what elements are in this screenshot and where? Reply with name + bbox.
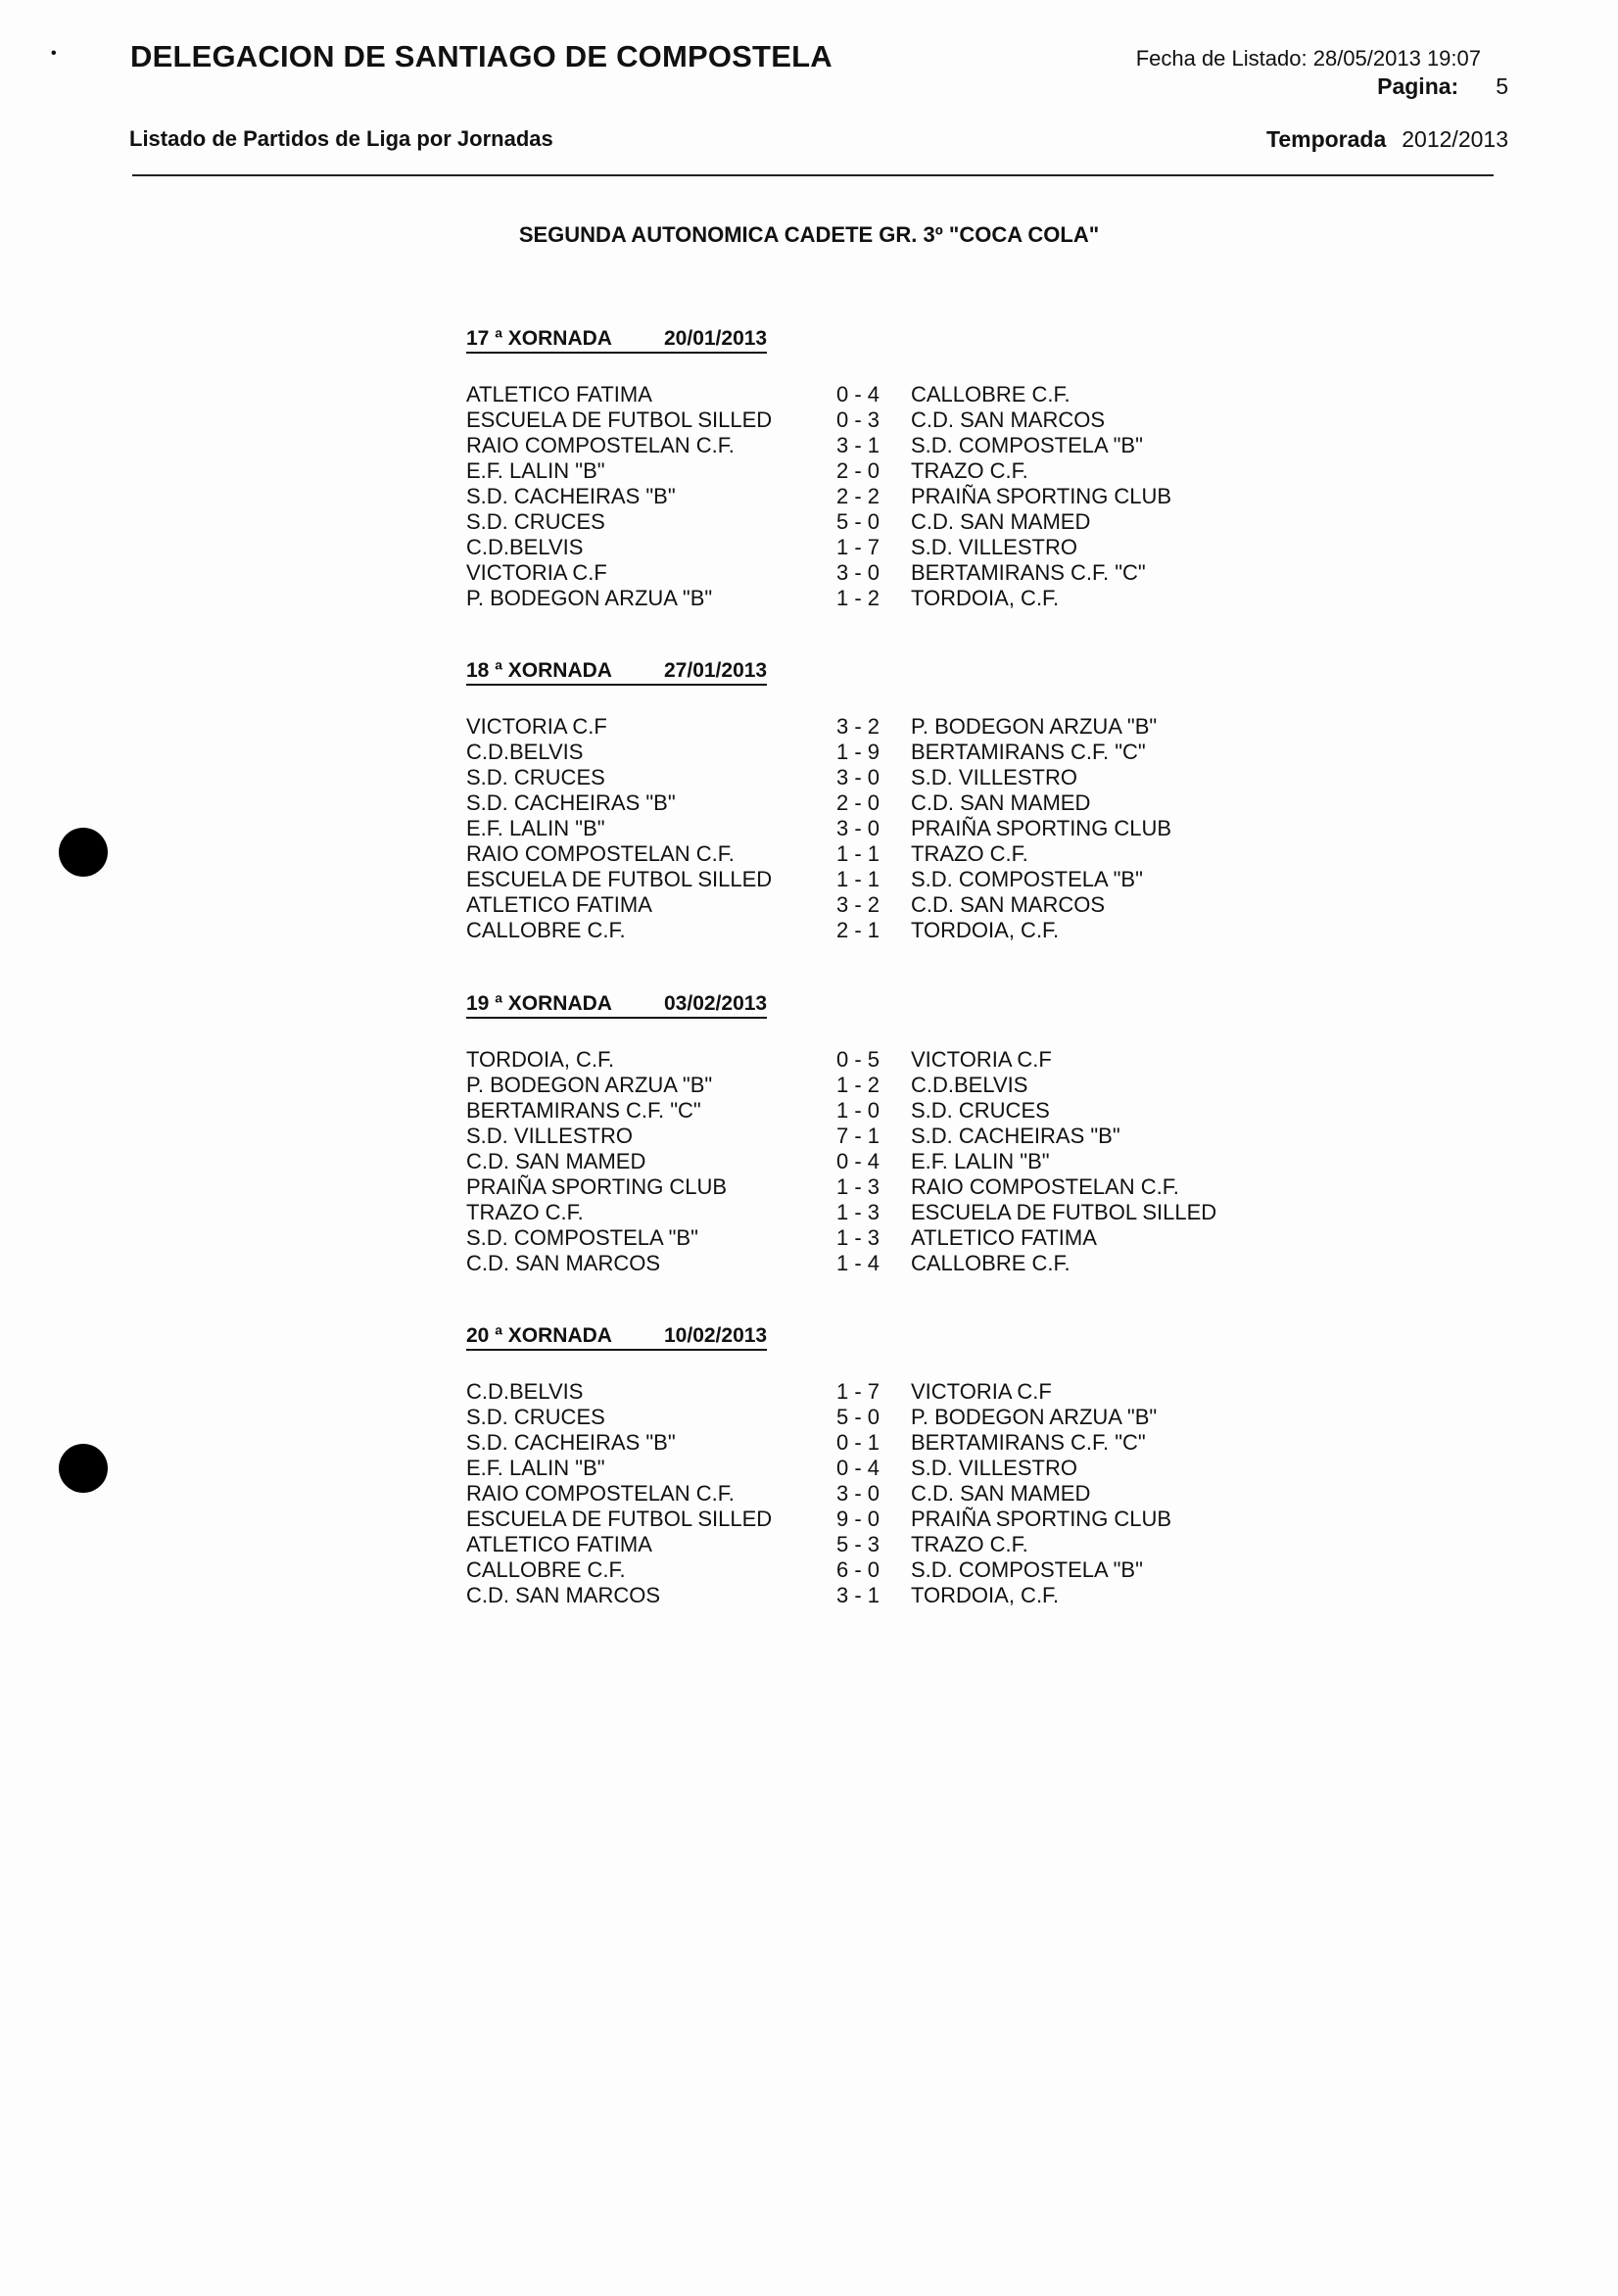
- score: 6 - 0: [836, 1557, 880, 1582]
- away-team: RAIO COMPOSTELAN C.F.: [911, 1174, 1179, 1199]
- home-team: C.D.BELVIS: [466, 535, 584, 559]
- score: 5 - 0: [836, 1405, 880, 1429]
- home-team: VICTORIA C.F: [466, 560, 607, 585]
- round-header: [466, 327, 767, 354]
- away-team: C.D. SAN MAMED: [911, 790, 1091, 815]
- season: [1266, 126, 1508, 153]
- home-team: CALLOBRE C.F.: [466, 918, 626, 942]
- home-team: RAIO COMPOSTELAN C.F.: [466, 1481, 735, 1506]
- home-team: ATLETICO FATIMA: [466, 382, 652, 407]
- home-team: C.D. SAN MARCOS: [466, 1583, 661, 1607]
- round-date: 03/02/2013: [664, 992, 768, 1015]
- stray-mark: •: [51, 45, 57, 62]
- score: 2 - 0: [836, 790, 880, 815]
- round-block: [466, 992, 1250, 1276]
- home-team: P. BODEGON ARZUA "B": [466, 586, 713, 610]
- match-list: [466, 1379, 1250, 1608]
- match-row: [466, 1047, 1250, 1073]
- away-team: S.D. COMPOSTELA "B": [911, 867, 1143, 891]
- away-team: CALLOBRE C.F.: [911, 1251, 1071, 1275]
- match-row: [466, 1583, 1250, 1608]
- punch-hole: [59, 1444, 108, 1493]
- match-row: [466, 841, 1250, 867]
- away-team: TRAZO C.F.: [911, 458, 1028, 483]
- match-row: [466, 560, 1250, 586]
- score: 1 - 3: [836, 1174, 880, 1199]
- home-team: ATLETICO FATIMA: [466, 892, 652, 917]
- away-team: S.D. CRUCES: [911, 1098, 1050, 1123]
- home-team: S.D. CACHEIRAS "B": [466, 790, 676, 815]
- away-team: C.D.BELVIS: [911, 1073, 1028, 1097]
- away-team: PRAIÑA SPORTING CLUB: [911, 816, 1172, 840]
- home-team: E.F. LALIN "B": [466, 458, 605, 483]
- score: 0 - 3: [836, 407, 880, 432]
- match-row: [466, 790, 1250, 816]
- match-row: [466, 1481, 1250, 1507]
- away-team: CALLOBRE C.F.: [911, 382, 1071, 407]
- match-row: [466, 458, 1250, 484]
- home-team: S.D. CRUCES: [466, 509, 605, 534]
- score: 1 - 7: [836, 1379, 880, 1404]
- round-title: 17 ª XORNADA: [466, 327, 612, 350]
- home-team: C.D.BELVIS: [466, 740, 584, 764]
- away-team: PRAIÑA SPORTING CLUB: [911, 484, 1172, 508]
- score: 1 - 2: [836, 586, 880, 610]
- home-team: ATLETICO FATIMA: [466, 1532, 652, 1556]
- match-row: [466, 535, 1250, 560]
- home-team: E.F. LALIN "B": [466, 1456, 605, 1480]
- page-number: [1377, 73, 1508, 100]
- home-team: BERTAMIRANS C.F. "C": [466, 1098, 701, 1123]
- round-date: 27/01/2013: [664, 659, 768, 682]
- match-row: [466, 1251, 1250, 1276]
- round-block: [466, 1324, 1250, 1608]
- punch-hole: [59, 828, 108, 877]
- match-row: [466, 1507, 1250, 1532]
- away-team: BERTAMIRANS C.F. "C": [911, 560, 1146, 585]
- match-row: [466, 918, 1250, 943]
- home-team: S.D. CRUCES: [466, 765, 605, 789]
- round-title: 20 ª XORNADA: [466, 1324, 612, 1347]
- away-team: VICTORIA C.F: [911, 1379, 1052, 1404]
- round-title: 18 ª XORNADA: [466, 659, 612, 682]
- score: 1 - 9: [836, 740, 880, 764]
- home-team: E.F. LALIN "B": [466, 816, 605, 840]
- away-team: TRAZO C.F.: [911, 1532, 1028, 1556]
- score: 2 - 2: [836, 484, 880, 508]
- temporada-label: Temporada: [1265, 126, 1387, 152]
- round-block: [466, 659, 1250, 943]
- score: 1 - 1: [836, 841, 880, 866]
- pagina-label: Pagina:: [1377, 73, 1459, 99]
- score: 3 - 2: [836, 892, 880, 917]
- home-team: PRAIÑA SPORTING CLUB: [466, 1174, 728, 1199]
- home-team: C.D. SAN MAMED: [466, 1149, 646, 1173]
- match-row: [466, 1405, 1250, 1430]
- match-row: [466, 816, 1250, 841]
- home-team: VICTORIA C.F: [466, 714, 607, 739]
- round-date: 10/02/2013: [664, 1324, 768, 1347]
- match-row: [466, 867, 1250, 892]
- match-row: [466, 407, 1250, 433]
- score: 3 - 0: [836, 816, 880, 840]
- score: 0 - 5: [836, 1047, 880, 1072]
- away-team: TORDOIA, C.F.: [911, 1583, 1060, 1607]
- listing-date: [1136, 46, 1481, 72]
- temporada-value: 2012/2013: [1402, 126, 1508, 152]
- score: 9 - 0: [836, 1507, 880, 1531]
- away-team: ATLETICO FATIMA: [911, 1225, 1097, 1250]
- score: 2 - 1: [836, 918, 880, 942]
- score: 0 - 1: [836, 1430, 880, 1455]
- score: 1 - 3: [836, 1225, 880, 1250]
- match-list: [466, 1047, 1250, 1276]
- away-team: S.D. COMPOSTELA "B": [911, 433, 1143, 457]
- away-team: S.D. VILLESTRO: [911, 765, 1077, 789]
- report-subtitle: Listado de Partidos de Liga por Jornadas: [129, 126, 553, 151]
- round-date: 20/01/2013: [664, 327, 768, 350]
- home-team: C.D. SAN MARCOS: [466, 1251, 661, 1275]
- home-team: C.D.BELVIS: [466, 1379, 584, 1404]
- score: 3 - 2: [836, 714, 880, 739]
- match-row: [466, 1532, 1250, 1557]
- away-team: C.D. SAN MARCOS: [911, 407, 1106, 432]
- home-team: S.D. COMPOSTELA "B": [466, 1225, 698, 1250]
- match-row: [466, 740, 1250, 765]
- score: 1 - 3: [836, 1200, 880, 1224]
- away-team: ESCUELA DE FUTBOL SILLED: [911, 1200, 1217, 1224]
- score: 3 - 0: [836, 560, 880, 585]
- home-team: ESCUELA DE FUTBOL SILLED: [466, 1507, 773, 1531]
- fecha-label: Fecha de Listado:: [1135, 46, 1308, 71]
- round-header: [466, 992, 767, 1019]
- away-team: C.D. SAN MAMED: [911, 509, 1091, 534]
- match-row: [466, 1430, 1250, 1456]
- away-team: C.D. SAN MAMED: [911, 1481, 1091, 1506]
- away-team: TORDOIA, C.F.: [911, 586, 1060, 610]
- home-team: RAIO COMPOSTELAN C.F.: [466, 841, 735, 866]
- away-team: TRAZO C.F.: [911, 841, 1028, 866]
- score: 1 - 7: [836, 535, 880, 559]
- away-team: C.D. SAN MARCOS: [911, 892, 1106, 917]
- home-team: S.D. VILLESTRO: [466, 1124, 633, 1148]
- home-team: S.D. CACHEIRAS "B": [466, 1430, 676, 1455]
- away-team: TORDOIA, C.F.: [911, 918, 1060, 942]
- match-row: [466, 1073, 1250, 1098]
- match-row: [466, 1557, 1250, 1583]
- score: 5 - 3: [836, 1532, 880, 1556]
- match-list: [466, 382, 1250, 611]
- match-row: [466, 509, 1250, 535]
- home-team: S.D. CRUCES: [466, 1405, 605, 1429]
- away-team: P. BODEGON ARZUA "B": [911, 1405, 1158, 1429]
- score: 1 - 4: [836, 1251, 880, 1275]
- match-row: [466, 382, 1250, 407]
- round-header: [466, 1324, 767, 1351]
- away-team: PRAIÑA SPORTING CLUB: [911, 1507, 1172, 1531]
- header-divider: [132, 174, 1494, 176]
- match-row: [466, 484, 1250, 509]
- score: 1 - 1: [836, 867, 880, 891]
- score: 0 - 4: [836, 1149, 880, 1173]
- match-row: [466, 586, 1250, 611]
- away-team: S.D. CACHEIRAS "B": [911, 1124, 1120, 1148]
- fecha-value: 28/05/2013 19:07: [1312, 46, 1481, 71]
- match-row: [466, 1124, 1250, 1149]
- away-team: P. BODEGON ARZUA "B": [911, 714, 1158, 739]
- match-row: [466, 1149, 1250, 1174]
- score: 3 - 0: [836, 765, 880, 789]
- match-row: [466, 1225, 1250, 1251]
- round-title: 19 ª XORNADA: [466, 992, 612, 1015]
- match-row: [466, 1456, 1250, 1481]
- match-row: [466, 765, 1250, 790]
- competition-title: SEGUNDA AUTONOMICA CADETE GR. 3º "COCA COLA": [518, 222, 1100, 247]
- round-block: [466, 327, 1250, 611]
- score: 3 - 1: [836, 1583, 880, 1607]
- match-row: [466, 1174, 1250, 1200]
- match-row: [466, 1379, 1250, 1405]
- match-row: [466, 714, 1250, 740]
- away-team: VICTORIA C.F: [911, 1047, 1052, 1072]
- home-team: ESCUELA DE FUTBOL SILLED: [466, 407, 773, 432]
- score: 1 - 2: [836, 1073, 880, 1097]
- organization-title: DELEGACION DE SANTIAGO DE COMPOSTELA: [130, 39, 833, 73]
- home-team: ESCUELA DE FUTBOL SILLED: [466, 867, 773, 891]
- away-team: S.D. COMPOSTELA "B": [911, 1557, 1143, 1582]
- score: 5 - 0: [836, 509, 880, 534]
- home-team: S.D. CACHEIRAS "B": [466, 484, 676, 508]
- away-team: S.D. VILLESTRO: [911, 1456, 1077, 1480]
- score: 1 - 0: [836, 1098, 880, 1123]
- home-team: TORDOIA, C.F.: [466, 1047, 615, 1072]
- score: 2 - 0: [836, 458, 880, 483]
- score: 0 - 4: [836, 1456, 880, 1480]
- away-team: BERTAMIRANS C.F. "C": [911, 740, 1146, 764]
- home-team: CALLOBRE C.F.: [466, 1557, 626, 1582]
- score: 3 - 0: [836, 1481, 880, 1506]
- pagina-value: 5: [1496, 73, 1508, 99]
- match-row: [466, 892, 1250, 918]
- score: 3 - 1: [836, 433, 880, 457]
- match-list: [466, 714, 1250, 943]
- home-team: RAIO COMPOSTELAN C.F.: [466, 433, 735, 457]
- match-row: [466, 1098, 1250, 1124]
- score: 7 - 1: [836, 1124, 880, 1148]
- match-row: [466, 1200, 1250, 1225]
- round-header: [466, 659, 767, 686]
- home-team: P. BODEGON ARZUA "B": [466, 1073, 713, 1097]
- away-team: BERTAMIRANS C.F. "C": [911, 1430, 1146, 1455]
- match-row: [466, 433, 1250, 458]
- home-team: TRAZO C.F.: [466, 1200, 584, 1224]
- away-team: E.F. LALIN "B": [911, 1149, 1050, 1173]
- score: 0 - 4: [836, 382, 880, 407]
- away-team: S.D. VILLESTRO: [911, 535, 1077, 559]
